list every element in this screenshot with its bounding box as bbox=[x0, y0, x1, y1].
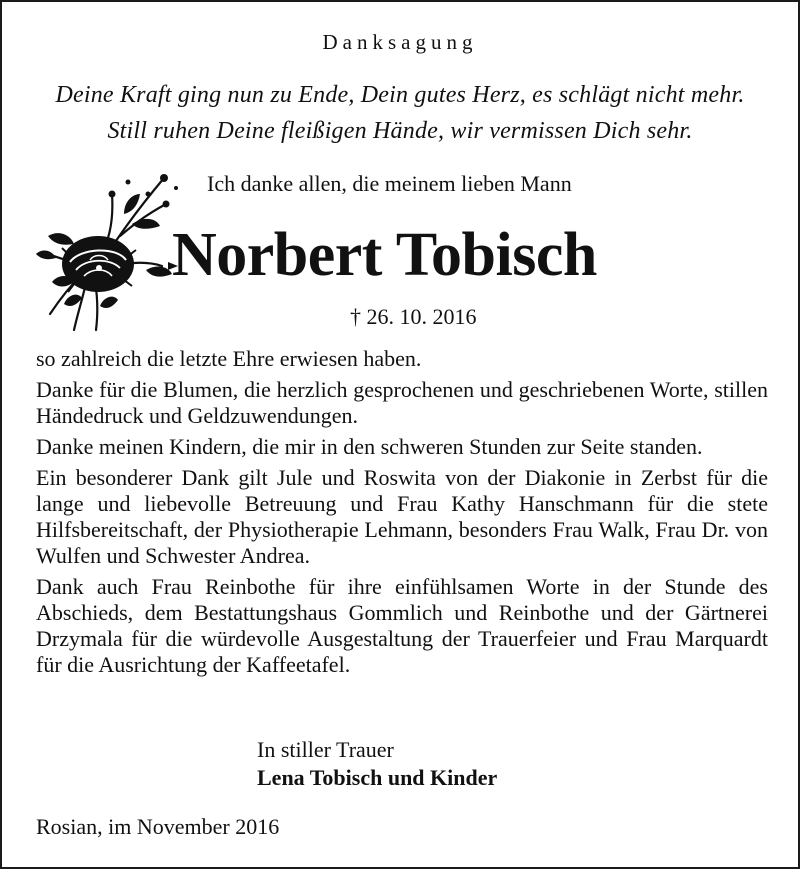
mourning-line: In stiller Trauer bbox=[257, 737, 394, 762]
thanks-paragraph: Danke meinen Kindern, die mir in den schweren Stunden zur Seite standen. bbox=[36, 434, 703, 459]
notice-heading: Danksagung bbox=[322, 30, 478, 54]
thanks-text bbox=[36, 346, 768, 683]
thanks-paragraph: so zahlreich die letzte Ehre erwiesen haben. bbox=[36, 346, 422, 371]
deceased-name: Norbert Tobisch bbox=[172, 221, 597, 289]
verse-line-1: Deine Kraft ging nun zu Ende, Dein gutes Herz, es schlägt nicht mehr. bbox=[55, 82, 745, 108]
death-date: † 26. 10. 2016 bbox=[350, 304, 477, 329]
signoff bbox=[257, 736, 497, 792]
thanks-paragraph: Ein besonderer Dank gilt Jule und Roswita von der Diakonie in Zerbst für die lange und liebevolle Betreuung und Frau Kathy Hanschmann für die stete Hilfsbereitschaft, der Physiotherapie Lehmann, besonders Frau Walk, Frau Dr. von Wulfen und Schwester Andrea. bbox=[36, 465, 768, 568]
place-date: Rosian, im November 2016 bbox=[36, 814, 280, 839]
thanks-paragraph: Dank auch Frau Reinbothe für ihre einfühlsamen Worte in der Stunde des Abschieds, dem Bestattungshaus Gommlich und Reinbothe und der Gärtnerei Drzymala für die würdevolle Ausgestaltung der Trauerfeier und Frau Marquardt für die Ausrichtung der Kaffeetafel. bbox=[36, 574, 768, 677]
intro-line: Ich danke allen, die meinem lieben Mann bbox=[207, 171, 572, 196]
verse-line-2: Still ruhen Deine fleißigen Hände, wir vermissen Dich sehr. bbox=[107, 118, 693, 144]
rose-branch-icon bbox=[28, 164, 188, 334]
signers: Lena Tobisch und Kinder bbox=[257, 765, 498, 790]
thanks-paragraph: Danke für die Blumen, die herzlich gesprochenen und geschriebenen Worte, stillen Händedruck und Geldzuwendungen. bbox=[36, 377, 768, 428]
